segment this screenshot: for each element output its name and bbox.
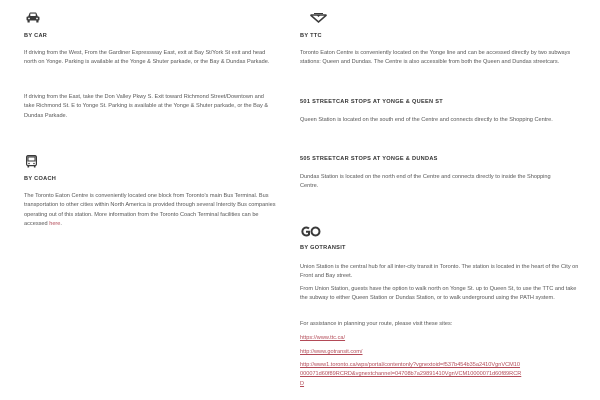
ttc-logo-icon — [310, 13, 327, 23]
by-gotransit-heading: BY GOTRANSIT — [300, 245, 346, 251]
ttc-paragraph: Toronto Eaton Centre is conveniently located on the Yonge line and can be accessed directly by two subways stations: Queen and Dundas. The Centre is also accessible from both the Queen and Dundas streetcars. — [300, 50, 571, 66]
car-icon — [26, 12, 40, 23]
by-coach-heading: BY COACH — [24, 176, 57, 182]
go-transit-logo-icon — [300, 226, 321, 237]
bus-icon — [26, 155, 37, 168]
car-west-paragraph: If driving from the West, From the Gardiner Expressway East, exit at Bay St/York St exit and head north on Yonge. Parking is available at the Yonge & Shuter parkade, or the Bay & Dundas Parkade. — [24, 50, 270, 66]
toronto-portal-link[interactable]: http://www1.toronto.ca/wps/portal/contentonly?vgnextoid=f537b454b35a2410VgnVCM10000071d60f89RCRD&vgnextchannel=04708b7a29891410VgnVCM10000071d60f89RCRD — [300, 362, 522, 387]
streetcar-505-paragraph: Dundas Station is located on the north end of the Centre and connects directly to inside the Shopping Centre. — [300, 174, 551, 190]
coach-paragraph-end: . — [60, 221, 62, 228]
streetcar-501-heading: 501 STREETCAR STOPS AT YONGE & QUEEN ST — [300, 99, 443, 105]
by-ttc-heading: BY TTC — [300, 33, 322, 39]
coach-paragraph-text: The Toronto Eaton Centre is conveniently located one block from Toronto's main Bus Terminal. Bus transportation to other cities within North America is provided through several Intercity Bus companies operating out of this station. More information from the Toronto Coach Terminal facilities can be accessed — [24, 193, 276, 228]
gotransit-assistance-paragraph: For assistance in planning your route, please visit these sites: — [300, 321, 453, 327]
coach-terminal-link[interactable]: here — [49, 221, 61, 228]
streetcar-505-heading: 505 STREETCAR STOPS AT YONGE & DUNDAS — [300, 156, 438, 162]
gotransit-website-link[interactable]: http://www.gotransit.com/ — [300, 349, 363, 355]
by-car-heading: BY CAR — [24, 33, 48, 39]
ttc-website-link[interactable]: https://www.ttc.ca/ — [300, 335, 346, 341]
car-east-paragraph: If driving from the East, take the Don Valley Pkwy S. Exit toward Richmond Street/Downtown and take Richmond St. E to Yonge St. Parking is available at the Yonge & Shuter parkade, or the Bay & Dundas Parkade. — [24, 94, 269, 119]
coach-paragraph — [24, 192, 276, 230]
streetcar-501-paragraph: Queen Station is located on the south end of the Centre and connects directly to the Shopping Centre. — [300, 117, 553, 123]
gotransit-walk-paragraph: From Union Station, guests have the option to walk north on Yonge St. up to Queen St, to use the TTC and take the subway to either Queen Station or Dundas Station, or to walk underground using the PATH system. — [300, 286, 577, 302]
gotransit-union-paragraph: Union Station is the central hub for all inter-city transit in Toronto. The station is located in the heart of the City on Front and Bay street. — [300, 264, 579, 280]
